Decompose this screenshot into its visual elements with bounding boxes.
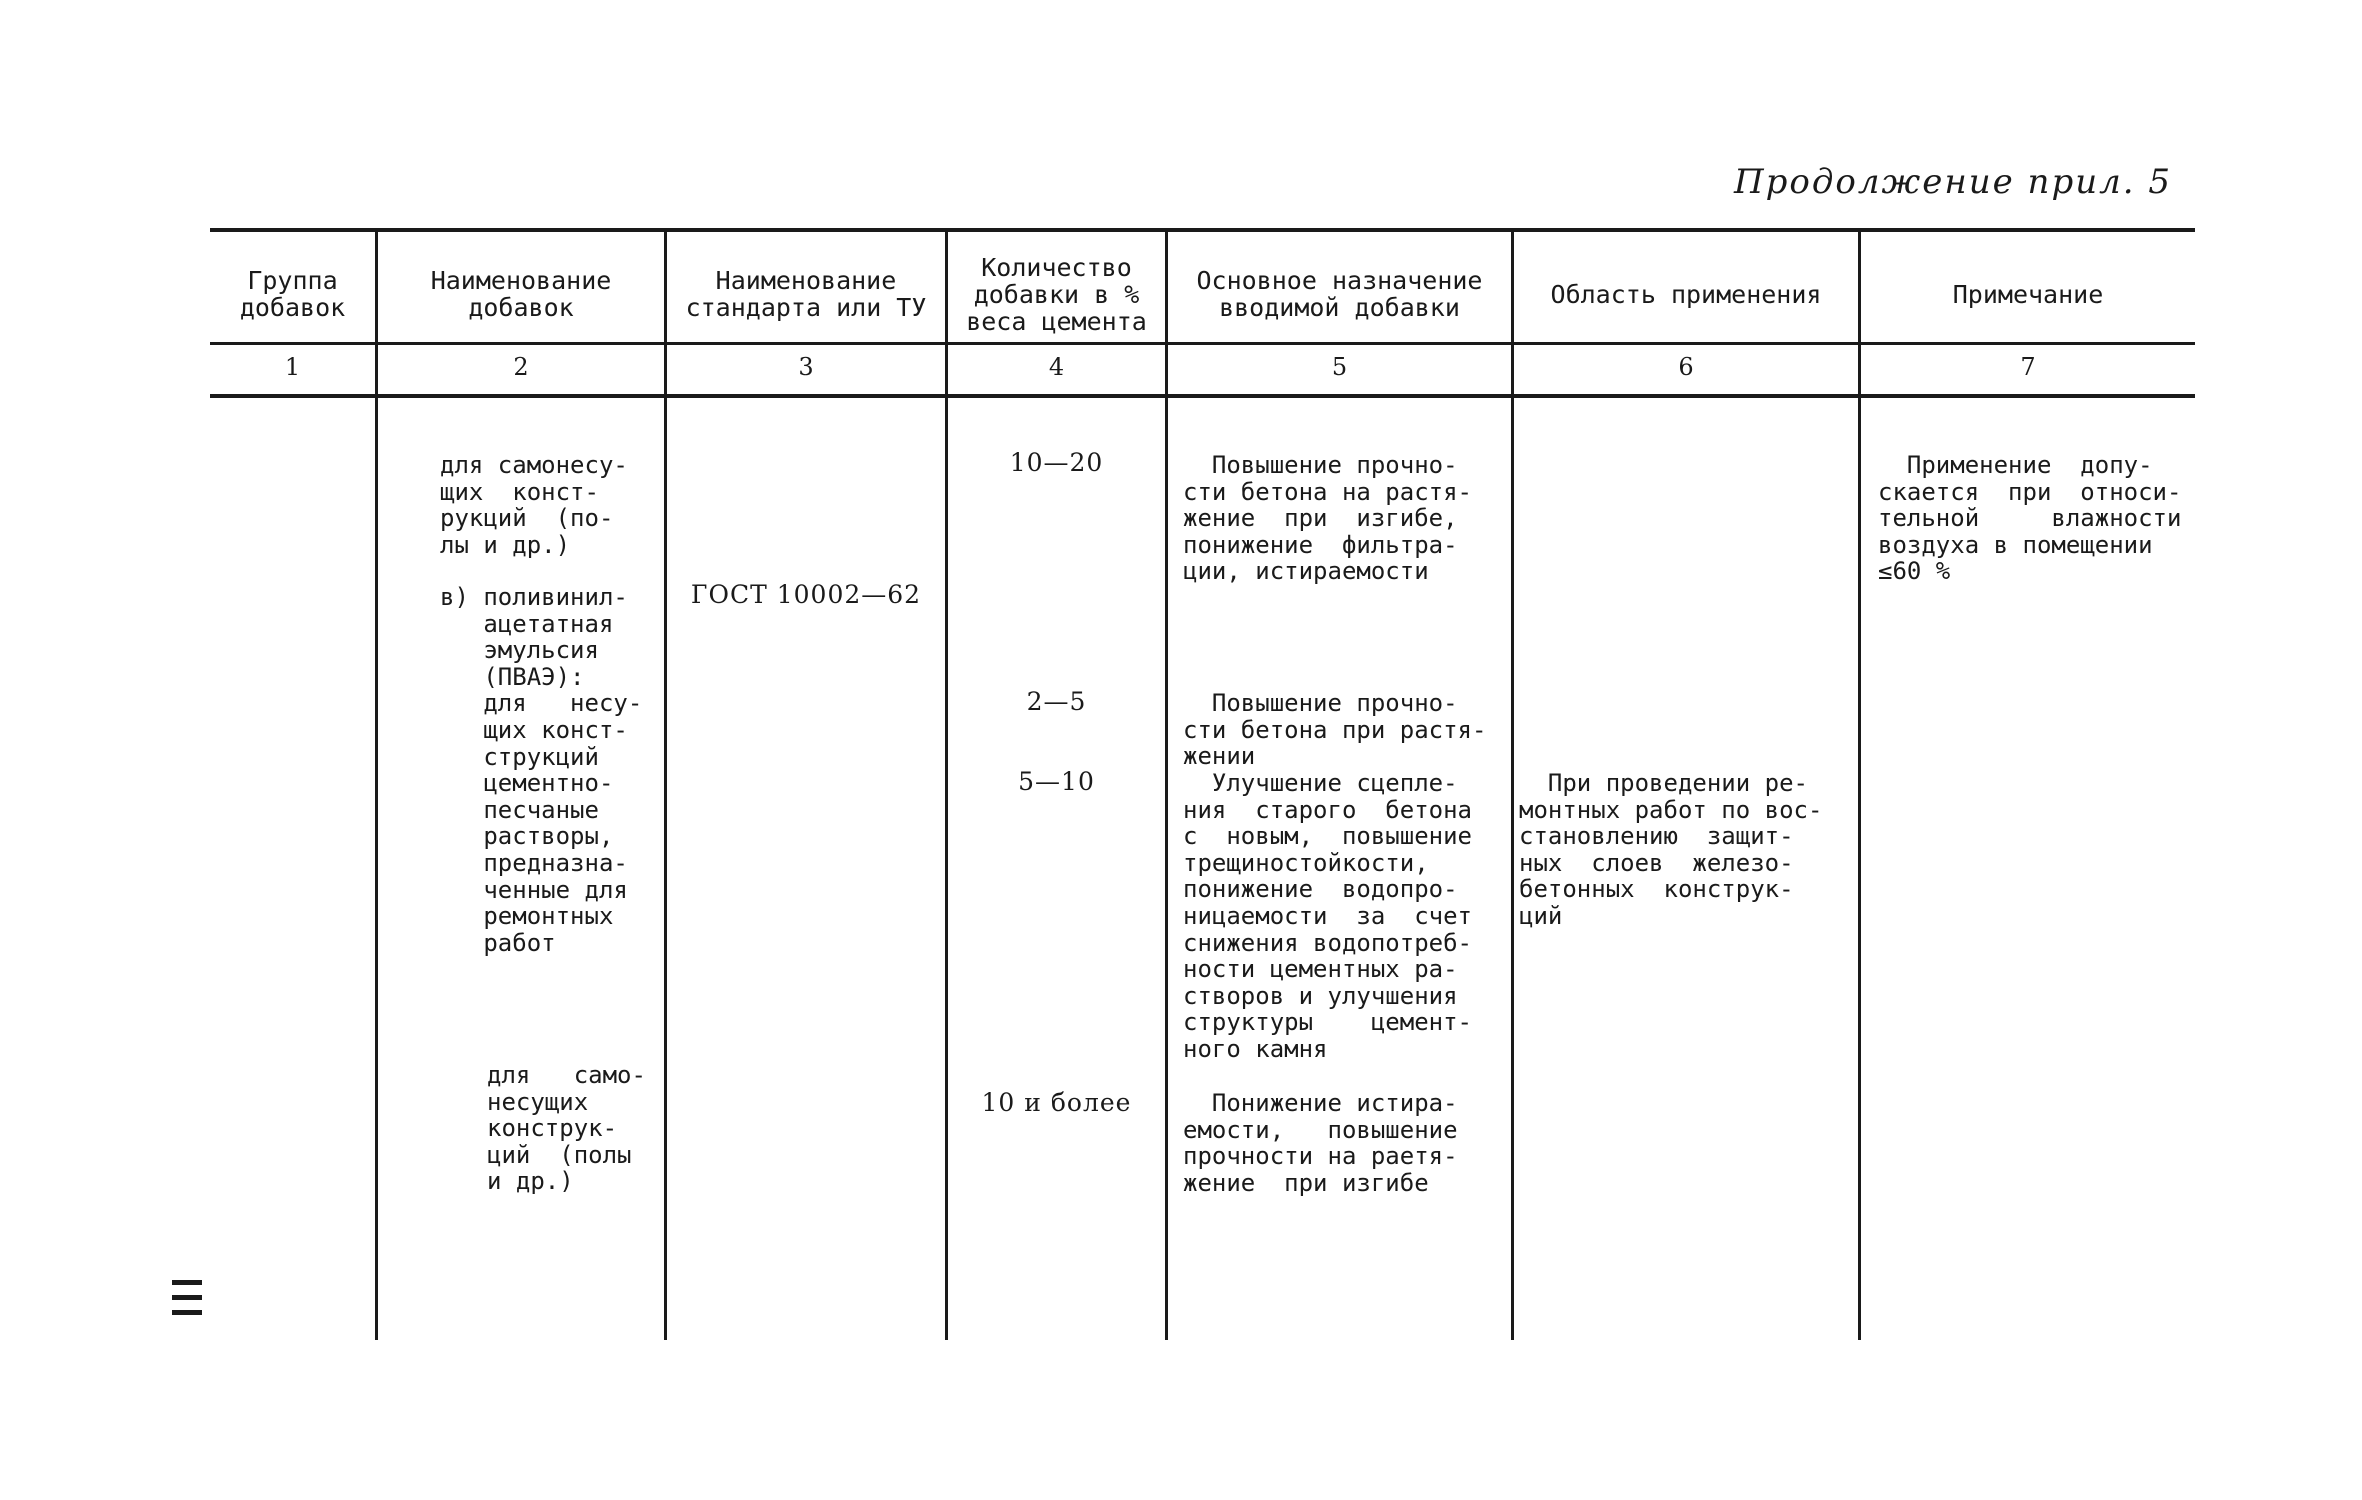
header-application-area: Область применения — [1550, 279, 1822, 309]
amount-value: 10 и более — [981, 1088, 1132, 1117]
column-number: 3 — [798, 353, 814, 381]
header-additive-name: Наименование добавок — [430, 266, 612, 322]
column-number: 2 — [513, 353, 529, 381]
additive-name-self-bearing-a: для самонесу- щих конст- рукций (по- лы и др.) — [440, 451, 628, 559]
standard-gost: ГОСТ 10002—62 — [690, 580, 922, 609]
header-main-purpose: Основное назначение вводимой добавки — [1196, 266, 1483, 322]
amount-value: 10—20 — [1009, 448, 1104, 477]
header-additive-group: Группа добавок — [239, 266, 346, 322]
additive-name-self-bearing-b: для само- несущих конструк- ций (полы и др.) — [487, 1061, 646, 1196]
column-number: 7 — [2020, 353, 2036, 381]
header-additive-amount: Количество добавки в % веса цемента — [966, 252, 1147, 336]
numbers-bottom-rule — [210, 394, 2195, 398]
amount-value: 5—10 — [1018, 767, 1095, 796]
column-divider — [664, 230, 667, 1340]
application-area-text: При проведении ре- монтных работ по вос- становлению защит- ных слоев железо- бетонных конструк- ций — [1519, 769, 1823, 930]
column-number: 4 — [1048, 353, 1065, 381]
column-number: 6 — [1678, 353, 1694, 381]
purpose-text: Повышение прочно- сти бетона при растя- жении — [1183, 689, 1487, 771]
table-top-rule — [210, 228, 2195, 232]
page-margin-mark — [172, 1280, 202, 1325]
column-divider — [1511, 230, 1514, 1340]
purpose-text: Улучшение сцепле- ния старого бетона с новым, повышение трещиностойкости, понижение водопро- ницаемости за счет снижения водопотреб- ности цементных ра- створов и улучшения структуры цемент- ного камня — [1183, 769, 1472, 1063]
header-note: Примечание — [1952, 279, 2104, 309]
amount-value: 2—5 — [1026, 687, 1087, 716]
additive-name-pvae: в) поливинил- ацетатная эмульсия (ПВАЭ): для несу- щих конст- струкций цементно- песчаные растворы, предназна- ченные для ремонтных работ — [440, 583, 643, 957]
purpose-text: Повышение прочно- сти бетона на растя- жение при изгибе, понижение фильтра- ции, истираемости — [1183, 451, 1472, 586]
column-number: 5 — [1331, 353, 1348, 381]
header-standard-name: Наименование стандарта или ТУ — [685, 266, 927, 322]
note-text: Применение допу- скается при относи- тельной влажности воздуха в помещении ≤60 % — [1878, 451, 2182, 586]
column-divider — [375, 230, 378, 1340]
column-number: 1 — [284, 353, 301, 381]
continuation-caption: Продолжение прил. 5 — [1734, 162, 2172, 202]
column-divider — [1858, 230, 1861, 1340]
column-divider — [1165, 230, 1168, 1340]
purpose-text: Понижение истира- емости, повышение прочности на раетя- жение при изгибе — [1183, 1089, 1458, 1197]
